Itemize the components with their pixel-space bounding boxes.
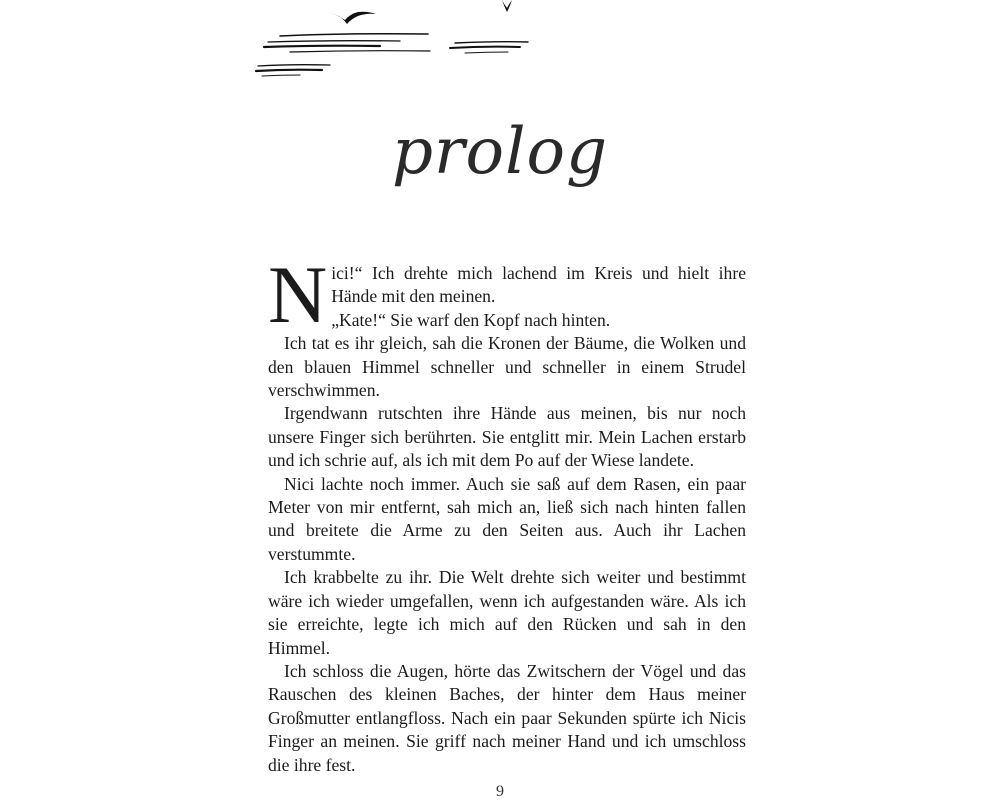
paragraph-text: ici!“ Ich drehte mich lachend im Kreis und hielt ihre Hände mit den meinen. xyxy=(331,263,746,307)
paragraph: Ich krabbelte zu ihr. Die Welt drehte sich weiter und bestimmt wäre ich wieder umgefallen, wenn ich aufgestanden wäre. Als ich sie erreichte, legte ich mich auf den Rücken und sah in den Himmel. xyxy=(268,567,746,658)
birds-and-clouds-icon xyxy=(250,0,540,90)
drop-cap: N xyxy=(268,249,328,340)
paragraph: Ich schloss die Augen, hörte das Zwitschern der Vögel und das Rauschen des kleinen Baches, der hinter dem Haus meiner Großmutter entlangfloss. Nach ein paar Sekunden spürte ich Nicis Finger an meinen. Sie griff nach meiner Hand und ich umschloss die ihre fest. xyxy=(268,660,746,775)
paragraph: Irgendwann rutschten ihre Hände aus meinen, bis nur noch unsere Finger sich berührten. Sie entglitt mir. Mein Lachen erstarb und ich schrie auf, als ich mit dem Po auf der Wiese landete. xyxy=(268,403,746,471)
bird-icon xyxy=(326,12,376,24)
body-text xyxy=(268,249,746,777)
bird-icon xyxy=(502,0,512,12)
paragraph: Nici lachte noch immer. Auch sie saß auf dem Rasen, ein paar Meter von mir entfernt, sah mich an, ließ sich nach hinten fallen und breitete die Arme zu den Seiten aus. Auch ihr Lachen verstummte. xyxy=(268,473,746,564)
paragraph: Ich tat es ihr gleich, sah die Kronen der Bäume, die Wolken und den blauen Himmel schneller und schneller in einem Strudel verschwimmen. xyxy=(268,333,746,401)
paragraph: „Kate!“ Sie warf den Kopf nach hinten. xyxy=(331,309,611,330)
page-number: 9 xyxy=(496,783,504,800)
chapter-title: prolog xyxy=(391,115,609,189)
